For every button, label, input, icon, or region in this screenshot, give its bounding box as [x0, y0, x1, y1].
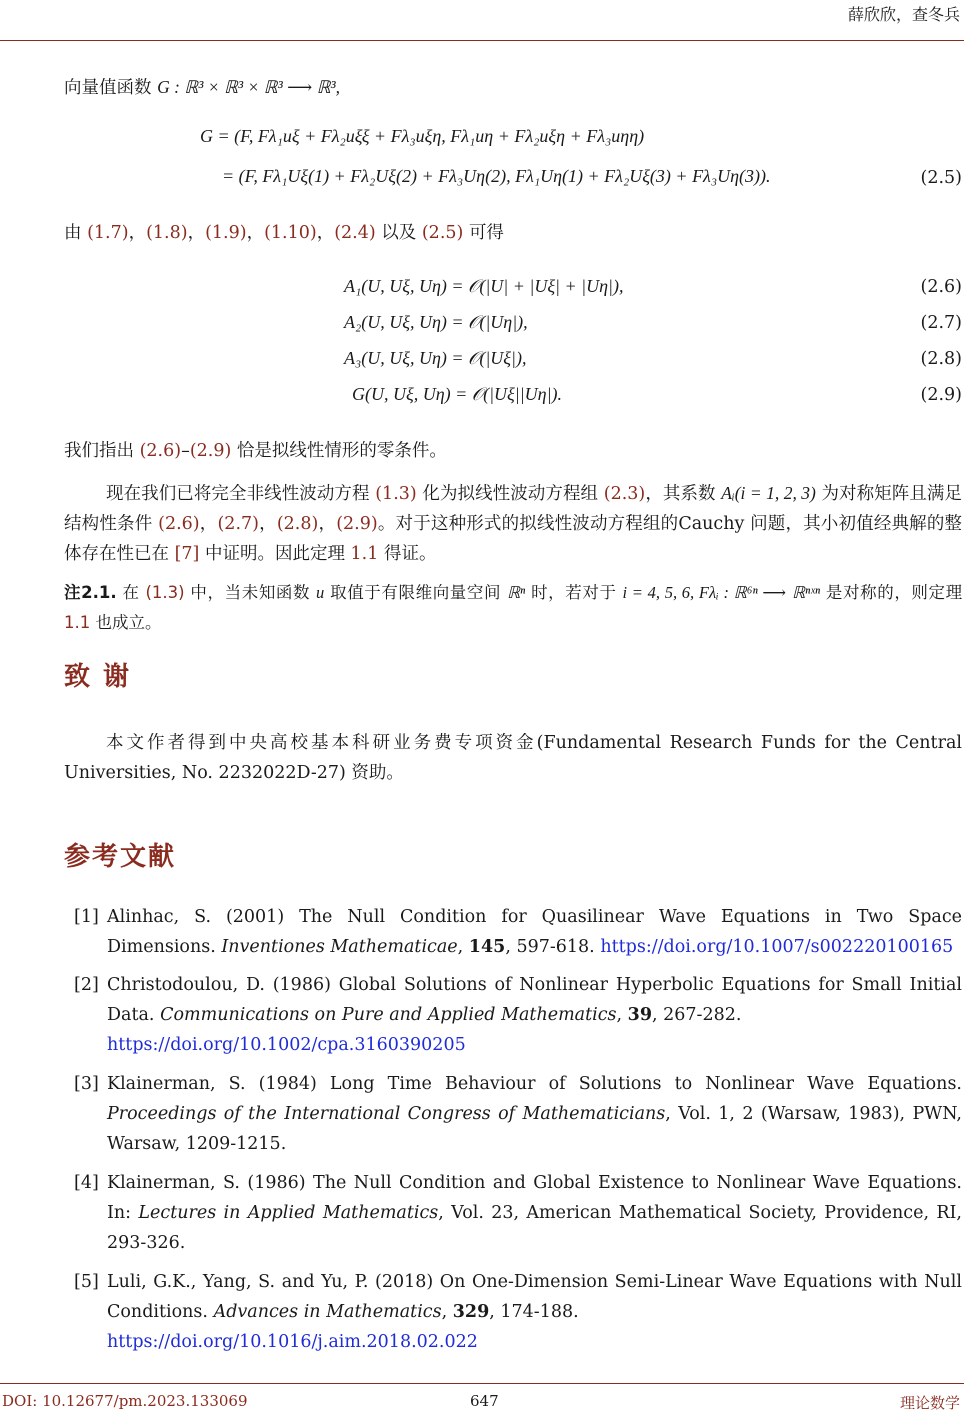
equation-2-8: A₃(U, Uξ, Uη) = 𝒪(|Uξ|),: [344, 348, 527, 368]
equation-number-2-9: (2.9): [920, 385, 962, 405]
ref-1-3[interactable]: (1.3): [375, 484, 417, 504]
ref-1-10[interactable]: (1.10): [264, 223, 317, 243]
conclusion-paragraph: 现在我们已将完全非线性波动方程 (1.3) 化为拟线性波动方程组 (2.3)，其系数 Aᵢ(i = 1, 2, 3) 为对称矩阵且满足结构性条件 (2.6)，(2.7)，(2.8)，(2.9)。对于这种形式的拟线性波动方程组的Cauchy 问题，其小初值经典解的整体存在性已在 [7] 中证明。因此定理 1.1 得证。: [64, 483, 963, 564]
bib-link-1[interactable]: https://doi.org/10.1007/s002220100165: [600, 937, 954, 957]
ref-2-6[interactable]: (2.6): [139, 441, 182, 461]
citation-7[interactable]: [7]: [174, 544, 200, 564]
equation-2-5-line2: = (F, Fλ₁Uξ(1) + Fλ₂Uξ(2) + Fλ₃Uη(2), Fλ₁Uη(1) + Fλ₂Uξ(3) + Fλ₃Uη(3)).: [222, 166, 771, 186]
ref-2-5[interactable]: (2.5): [421, 223, 464, 243]
equation-number-2-5: (2.5): [920, 168, 962, 188]
header-rule: [0, 40, 964, 41]
equation-number-2-6: (2.6): [920, 277, 962, 297]
ref-2-3[interactable]: (2.3): [603, 484, 646, 504]
bib-entry-1: [1] Alinhac, S. (2001) The Null Condition for Quasilinear Wave Equations in Two Space Dimensions. Inventiones Mathematicae, 145, 597-618. https://doi.org/10.1007/s002220100165: [74, 907, 962, 957]
ref-2-9[interactable]: (2.9): [189, 441, 232, 461]
references-heading: 参考文献: [64, 842, 177, 872]
equation-2-6: A₁(U, Uξ, Uη) = 𝒪(|U| + |Uξ| + |Uη|),: [344, 276, 624, 296]
ref-2-4[interactable]: (2.4): [334, 223, 376, 243]
bib-entry-5: [5] Luli, G.K., Yang, S. and Yu, P. (2018) On One-Dimension Semi-Linear Wave Equations with Null Conditions. Advances in Mathematics, 329, 174-188. https://doi.org/10.1016/j.aim.2018.02.022: [74, 1272, 962, 1352]
footer-journal: 理论数学: [899, 1394, 960, 1412]
ref-theorem-1-1b[interactable]: 1.1: [64, 613, 91, 632]
remark-2-1: 注2.1. 在 (1.3) 中，当未知函数 u 取值于有限维向量空间 ℝⁿ 时，若对于 i = 4, 5, 6, Fλᵢ : ℝ⁶ⁿ ⟶ ℝⁿˣⁿ 是对称的，则定理 1.1 也成立。: [64, 583, 963, 632]
remark-label: 注2.1.: [64, 583, 117, 602]
bib-entry-4: [4] Klainerman, S. (1986) The Null Condition and Global Existence to Nonlinear Wave Equations. In: Lectures in Applied Mathematics, Vol. 23, American Mathematical Society, Providence, RI, 293-326.: [74, 1173, 962, 1253]
ref-1-3b[interactable]: (1.3): [145, 583, 185, 602]
ref-theorem-1-1[interactable]: 1.1: [350, 544, 379, 564]
intro-line: 向量值函数 G : ℝ³ × ℝ³ × ℝ³ ⟶ ℝ³,: [64, 77, 341, 98]
ref-1-9[interactable]: (1.9): [205, 223, 247, 243]
bib-entry-2: [2] Christodoulou, D. (1986) Global Solutions of Nonlinear Hyperbolic Equations for Small Initial Data. Communications on Pure and Applied Mathematics, 39, 267-282. https://doi.org/10.1002/cpa.3160390205: [74, 975, 962, 1055]
bib-link-2[interactable]: https://doi.org/10.1002/cpa.3160390205: [107, 1035, 466, 1055]
ref-2-8[interactable]: (2.8): [276, 514, 319, 534]
ref-2-9b[interactable]: (2.9): [336, 514, 378, 534]
ref-2-6b[interactable]: (2.6): [158, 514, 200, 534]
footer-doi[interactable]: DOI: 10.12677/pm.2023.133069: [2, 1392, 248, 1410]
equation-number-2-7: (2.7): [920, 313, 962, 333]
acknowledgements-heading: 致 谢: [64, 662, 132, 692]
equation-2-9: G(U, Uξ, Uη) = 𝒪(|Uξ||Uη|).: [352, 384, 563, 404]
bib-entry-3: [3] Klainerman, S. (1984) Long Time Behaviour of Solutions to Nonlinear Wave Equations. Proceedings of the International Congress of Mathematicians, Vol. 1, 2 (Warsaw, 1983), PWN, Warsaw, 1209-1215.: [74, 1074, 962, 1154]
equation-2-5-line1: G = (F, Fλ₁uξ + Fλ₂uξξ + Fλ₃uξη, Fλ₁uη + Fλ₂uξη + Fλ₃uηη): [200, 126, 645, 146]
ref-1-8[interactable]: (1.8): [146, 223, 188, 243]
ref-2-7[interactable]: (2.7): [217, 514, 259, 534]
null-condition-line: 我们指出 (2.6)–(2.9) 恰是拟线性情形的零条件。: [64, 441, 447, 461]
running-header-authors: 薛欣欣，查冬兵: [847, 5, 960, 24]
footer-rule: [0, 1383, 964, 1384]
bib-link-5[interactable]: https://doi.org/10.1016/j.aim.2018.02.022: [107, 1332, 478, 1352]
ref-1-7[interactable]: (1.7): [87, 223, 129, 243]
page-number: 647: [470, 1392, 499, 1410]
function-signature: G : ℝ³ × ℝ³ × ℝ³ ⟶ ℝ³,: [157, 77, 341, 97]
equation-2-7: A₂(U, Uξ, Uη) = 𝒪(|Uη|),: [344, 312, 528, 332]
acknowledgements-text: 本文作者得到中央高校基本科研业务费专项资金(Fundamental Research Funds for the Central Universities, No. 2232022D-27) 资助。: [64, 733, 962, 783]
derivation-line: 由 (1.7)，(1.8)，(1.9)，(1.10)，(2.4) 以及 (2.5) 可得: [64, 223, 504, 243]
equation-number-2-8: (2.8): [920, 349, 962, 369]
